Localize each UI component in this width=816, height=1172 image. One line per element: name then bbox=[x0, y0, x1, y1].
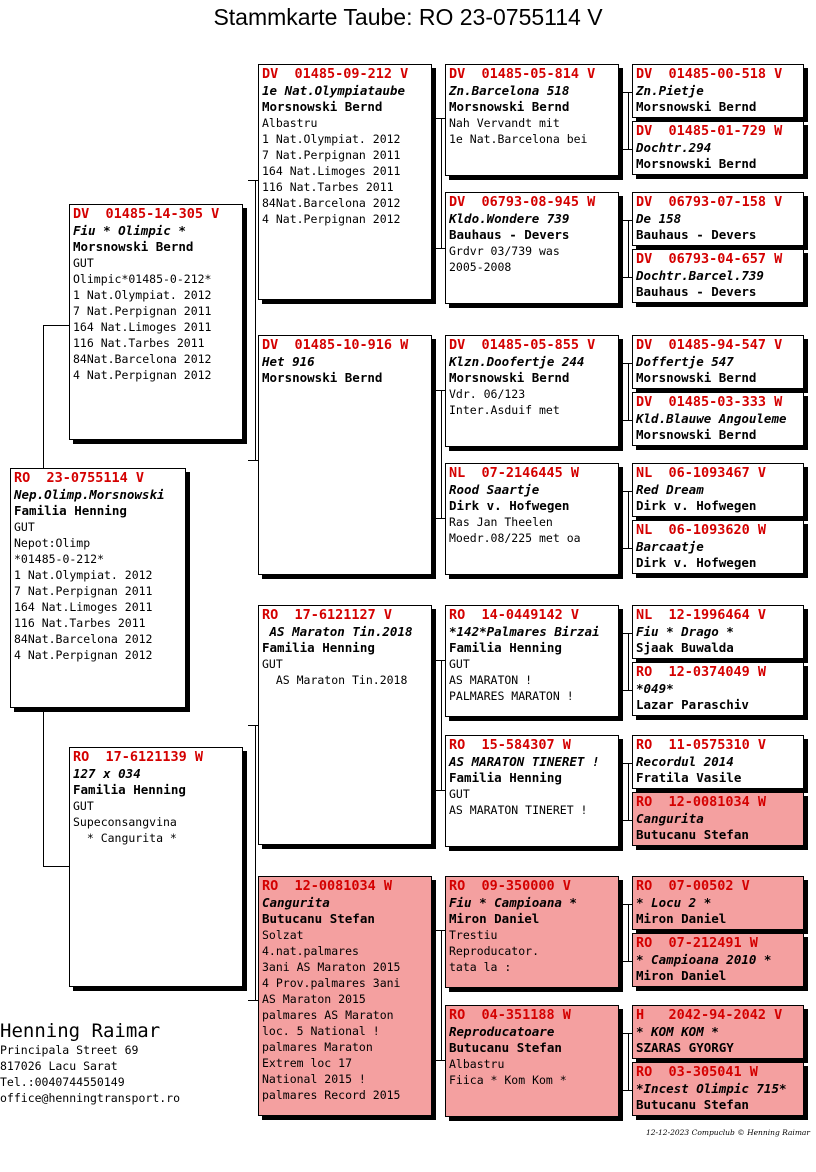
connector-line bbox=[43, 325, 44, 468]
owner-name: Lazar Paraschiv bbox=[636, 697, 749, 712]
owner-name: Familia Henning bbox=[262, 640, 375, 655]
pigeon-name: De 158 bbox=[636, 211, 682, 226]
pigeon-name: Rood Saartje bbox=[449, 482, 540, 497]
pigeon-card bbox=[69, 204, 243, 440]
pigeon-info-line: Nah Vervandt mit bbox=[449, 116, 560, 130]
pigeon-info-line: 1 Nat.Olympiat. 2012 bbox=[14, 568, 153, 582]
pigeon-name: Dochtr.294 bbox=[636, 140, 712, 155]
pigeon-card bbox=[632, 249, 804, 303]
pigeon-card bbox=[632, 520, 804, 574]
breeder-name: Henning Raimar bbox=[0, 1020, 161, 1042]
connector-line bbox=[43, 712, 44, 867]
pigeon-card bbox=[632, 192, 804, 246]
pigeon-info-line: Nepot:Olimp bbox=[14, 536, 91, 550]
pigeon-name: *Incest Olimpic 715* bbox=[636, 1081, 787, 1096]
ring-number: DV 06793-08-945 W bbox=[449, 194, 596, 210]
pigeon-info-line: PALMARES MARATON ! bbox=[449, 689, 574, 703]
connector-line bbox=[623, 820, 632, 821]
connector-line bbox=[623, 149, 632, 150]
pigeon-info-line: Extrem loc 17 bbox=[262, 1056, 353, 1070]
connector-line bbox=[628, 220, 629, 277]
pigeon-info-line: palmares Record 2015 bbox=[262, 1088, 401, 1102]
pigeon-name: *142*Palmares Birzai bbox=[449, 624, 600, 639]
owner-name: Familia Henning bbox=[73, 782, 186, 797]
pigeon-info-line: 4 Nat.Perpignan 2012 bbox=[14, 648, 153, 662]
connector-line bbox=[623, 363, 632, 364]
pigeon-name: AS MARATON TINERET ! bbox=[449, 754, 600, 769]
pigeon-name: Doffertje 547 bbox=[636, 354, 734, 369]
pigeon-name: Nep.Olimp.Morsnowski bbox=[14, 487, 165, 502]
pigeon-info-line: Reproducator. bbox=[449, 944, 540, 958]
pigeon-info-line: 4.nat.palmares bbox=[262, 944, 359, 958]
ring-number: RO 07-212491 W bbox=[636, 935, 758, 951]
owner-name: Miron Daniel bbox=[636, 911, 727, 926]
connector-line bbox=[436, 248, 445, 249]
pigeon-info-line: * Cangurita * bbox=[73, 831, 177, 845]
pigeon-name: * KOM KOM * bbox=[636, 1024, 719, 1039]
ring-number: RO 14-0449142 V bbox=[449, 607, 580, 623]
pigeon-card bbox=[445, 64, 619, 176]
ring-number: RO 15-584307 W bbox=[449, 737, 571, 753]
connector-line bbox=[623, 763, 632, 764]
pigeon-info-line: tata la : bbox=[449, 960, 512, 974]
pigeon-name: 1e Nat.Olympiataube bbox=[262, 83, 405, 98]
connector-line bbox=[623, 92, 632, 93]
connector-line bbox=[43, 325, 69, 326]
pigeon-info-line: Fiica * Kom Kom * bbox=[449, 1073, 567, 1087]
connector-line bbox=[623, 420, 632, 421]
ring-number: RO 03-305041 W bbox=[636, 1064, 758, 1080]
pigeon-name: Reproducatoare bbox=[449, 1024, 555, 1039]
pigeon-card bbox=[445, 1005, 619, 1117]
pigeon-info-line: GUT bbox=[449, 787, 470, 801]
connector-line bbox=[436, 1060, 445, 1061]
pigeon-info-line: loc. 5 National ! bbox=[262, 1024, 380, 1038]
pigeon-info-line: 7 Nat.Perpignan 2011 bbox=[73, 304, 212, 318]
pigeon-name: AS Maraton Tin.2018 bbox=[262, 624, 413, 639]
ring-number: RO 09-350000 V bbox=[449, 878, 571, 894]
pigeon-info-line: 1e Nat.Barcelona bei bbox=[449, 132, 588, 146]
ring-number: NL 06-1093467 V bbox=[636, 465, 767, 481]
ring-number: RO 12-0081034 W bbox=[262, 878, 393, 894]
owner-name: Bauhaus - Devers bbox=[636, 227, 757, 242]
ring-number: DV 01485-10-916 W bbox=[262, 337, 409, 353]
pigeon-info-line: 1 Nat.Olympiat. 2012 bbox=[73, 288, 212, 302]
pigeon-name: Zn.Pietje bbox=[636, 83, 704, 98]
pigeon-name: Fiu * Olimpic * bbox=[73, 223, 186, 238]
owner-name: Morsnowski Bernd bbox=[262, 99, 383, 114]
pigeon-name: Klzn.Doofertje 244 bbox=[449, 354, 585, 369]
pigeon-info-line: *01485-0-212* bbox=[14, 552, 105, 566]
pigeon-card bbox=[632, 392, 804, 446]
ring-number: DV 01485-05-814 V bbox=[449, 66, 596, 82]
ring-number: RO 07-00502 V bbox=[636, 878, 750, 894]
pigeon-info-line: AS MARATON ! bbox=[449, 673, 533, 687]
owner-name: Morsnowski Bernd bbox=[636, 370, 757, 385]
ring-number: NL 06-1093620 W bbox=[636, 522, 767, 538]
pigeon-info-line: National 2015 ! bbox=[262, 1072, 366, 1086]
pigeon-name: *049* bbox=[636, 681, 674, 696]
connector-line bbox=[248, 460, 258, 461]
pigeon-info-line: 84Nat.Barcelona 2012 bbox=[73, 352, 212, 366]
pigeon-name: Zn.Barcelona 518 bbox=[449, 83, 570, 98]
pigeon-info-line: Inter.Asduif met bbox=[449, 403, 560, 417]
owner-name: SZARAS GYORGY bbox=[636, 1040, 734, 1055]
connector-line bbox=[436, 790, 445, 791]
pigeon-name: * Locu 2 * bbox=[636, 895, 712, 910]
ring-number: DV 01485-01-729 W bbox=[636, 123, 783, 139]
connector-line bbox=[623, 904, 632, 905]
pigeon-info-line: GUT bbox=[73, 256, 94, 270]
pigeon-info-line: Albastru bbox=[449, 1057, 505, 1071]
connector-line bbox=[623, 1090, 632, 1091]
owner-name: Morsnowski Bernd bbox=[73, 239, 194, 254]
pigeon-name: Cangurita bbox=[262, 895, 330, 910]
address-line: 817026 Lacu Sarat bbox=[0, 1059, 118, 1073]
connector-line bbox=[436, 518, 445, 519]
connector-line bbox=[248, 725, 258, 726]
pigeon-info-line: GUT bbox=[14, 520, 35, 534]
connector-line bbox=[628, 363, 629, 420]
pigeon-card bbox=[445, 876, 619, 988]
connector-line bbox=[623, 690, 632, 691]
pigeon-info-line: 1 Nat.Olympiat. 2012 bbox=[262, 132, 401, 146]
owner-name: Dirk v. Hofwegen bbox=[636, 498, 757, 513]
pigeon-card bbox=[445, 192, 619, 304]
connector-line bbox=[441, 118, 442, 248]
connector-line bbox=[436, 660, 445, 661]
pigeon-info-line: Albastru bbox=[262, 116, 318, 130]
ring-number: DV 06793-07-158 V bbox=[636, 194, 783, 210]
ring-number: H 2042-94-2042 V bbox=[636, 1007, 783, 1023]
pigeon-card bbox=[445, 605, 619, 717]
connector-line bbox=[623, 491, 632, 492]
pigeon-card bbox=[69, 747, 243, 987]
ring-number: DV 01485-03-333 W bbox=[636, 394, 783, 410]
ring-number: DV 01485-05-855 V bbox=[449, 337, 596, 353]
pigeon-name: Fiu * Drago * bbox=[636, 624, 734, 639]
owner-name: Butucanu Stefan bbox=[636, 827, 749, 842]
pigeon-info-line: Supeconsangvina bbox=[73, 815, 177, 829]
pigeon-name: * Campioana 2010 * bbox=[636, 952, 772, 967]
pigeon-info-line: 4 Prov.palmares 3ani bbox=[262, 976, 401, 990]
pigeon-name: Barcaatje bbox=[636, 539, 704, 554]
ring-number: DV 01485-94-547 V bbox=[636, 337, 783, 353]
connector-line bbox=[623, 220, 632, 221]
pigeon-info-line: GUT bbox=[262, 657, 283, 671]
owner-name: Bauhaus - Devers bbox=[449, 227, 570, 242]
owner-name: Morsnowski Bernd bbox=[449, 370, 570, 385]
pigeon-info-line: 164 Nat.Limoges 2011 bbox=[73, 320, 212, 334]
pigeon-card bbox=[632, 792, 804, 846]
pigeon-info-line: Trestiu bbox=[449, 928, 498, 942]
owner-name: Dirk v. Hofwegen bbox=[449, 498, 570, 513]
connector-line bbox=[255, 725, 256, 1000]
pigeon-info-line: AS Maraton 2015 bbox=[262, 992, 366, 1006]
pigeon-card bbox=[10, 468, 186, 708]
pigeon-info-line: palmares Maraton bbox=[262, 1040, 373, 1054]
pigeon-card bbox=[445, 735, 619, 847]
owner-name: Butucanu Stefan bbox=[262, 911, 375, 926]
pigeon-info-line: GUT bbox=[73, 799, 94, 813]
ring-number: NL 12-1996464 V bbox=[636, 607, 767, 623]
pigeon-info-line: 3ani AS Maraton 2015 bbox=[262, 960, 401, 974]
pigeon-info-line: 7 Nat.Perpignan 2011 bbox=[262, 148, 401, 162]
pigeon-info-line: 164 Nat.Limoges 2011 bbox=[262, 164, 401, 178]
pigeon-info-line: AS MARATON TINERET ! bbox=[449, 803, 588, 817]
pigeon-card bbox=[258, 876, 432, 1116]
pigeon-card bbox=[258, 64, 432, 300]
owner-name: Familia Henning bbox=[449, 640, 562, 655]
connector-line bbox=[441, 660, 442, 790]
connector-line bbox=[436, 118, 445, 119]
owner-name: Morsnowski Bernd bbox=[636, 156, 757, 171]
pigeon-name: Recordul 2014 bbox=[636, 754, 734, 769]
pigeon-name: Kld.Blauwe Angouleme bbox=[636, 411, 787, 426]
owner-name: Dirk v. Hofwegen bbox=[636, 555, 757, 570]
pigeon-card bbox=[258, 335, 432, 575]
ring-number: RO 04-351188 W bbox=[449, 1007, 571, 1023]
pigeon-info-line: Ras Jan Theelen bbox=[449, 515, 553, 529]
pigeon-info-line: GUT bbox=[449, 657, 470, 671]
ring-number: DV 06793-04-657 W bbox=[636, 251, 783, 267]
owner-name: Morsnowski Bernd bbox=[636, 427, 757, 442]
connector-line bbox=[623, 961, 632, 962]
connector-line bbox=[436, 390, 445, 391]
pigeon-name: Fiu * Campioana * bbox=[449, 895, 577, 910]
pigeon-name: Cangurita bbox=[636, 811, 704, 826]
connector-line bbox=[628, 491, 629, 548]
connector-line bbox=[628, 763, 629, 820]
owner-name: Fratila Vasile bbox=[636, 770, 742, 785]
connector-line bbox=[628, 633, 629, 690]
pigeon-card bbox=[632, 463, 804, 517]
pigeon-info-line: palmares AS Maraton bbox=[262, 1008, 394, 1022]
pigeon-card bbox=[632, 735, 804, 789]
pigeon-name: 127 x 034 bbox=[73, 766, 141, 781]
pigeon-info-line: 116 Nat.Tarbes 2011 bbox=[14, 616, 146, 630]
pigeon-card bbox=[632, 335, 804, 389]
pigeon-info-line: Olimpic*01485-0-212* bbox=[73, 272, 212, 286]
owner-name: Miron Daniel bbox=[636, 968, 727, 983]
ring-number: RO 12-0081034 W bbox=[636, 794, 767, 810]
owner-name: Bauhaus - Devers bbox=[636, 284, 757, 299]
pigeon-info-line: 7 Nat.Perpignan 2011 bbox=[14, 584, 153, 598]
pigeon-name: Kldo.Wondere 739 bbox=[449, 211, 570, 226]
connector-line bbox=[628, 904, 629, 961]
ring-number: DV 01485-00-518 V bbox=[636, 66, 783, 82]
connector-line bbox=[628, 92, 629, 149]
pigeon-card bbox=[632, 64, 804, 118]
pigeon-name: Het 916 bbox=[262, 354, 315, 369]
owner-name: Sjaak Buwalda bbox=[636, 640, 734, 655]
pigeon-info-line: 116 Nat.Tarbes 2011 bbox=[73, 336, 205, 350]
pigeon-info-line: Vdr. 06/123 bbox=[449, 387, 526, 401]
pigeon-info-line: 84Nat.Barcelona 2012 bbox=[14, 632, 153, 646]
pigeon-info-line: 4 Nat.Perpignan 2012 bbox=[262, 212, 401, 226]
pigeon-card bbox=[445, 335, 619, 447]
connector-line bbox=[623, 277, 632, 278]
ring-number: RO 12-0374049 W bbox=[636, 664, 767, 680]
connector-line bbox=[441, 390, 442, 518]
pigeon-info-line: 84Nat.Barcelona 2012 bbox=[262, 196, 401, 210]
pigeon-info-line: 4 Nat.Perpignan 2012 bbox=[73, 368, 212, 382]
owner-name: Miron Daniel bbox=[449, 911, 540, 926]
connector-line bbox=[255, 180, 256, 460]
owner-name: Familia Henning bbox=[449, 770, 562, 785]
pigeon-card bbox=[632, 876, 804, 930]
pigeon-card bbox=[258, 605, 432, 845]
ring-number: RO 11-0575310 V bbox=[636, 737, 767, 753]
address-line: Principala Street 69 bbox=[0, 1043, 139, 1057]
connector-line bbox=[43, 866, 69, 867]
ring-number: NL 07-2146445 W bbox=[449, 465, 580, 481]
pigeon-info-line: Moedr.08/225 met oa bbox=[449, 531, 581, 545]
pigeon-card bbox=[632, 121, 804, 175]
address-line: Tel.:0040744550149 bbox=[0, 1075, 125, 1089]
pigeon-info-line: Solzat bbox=[262, 928, 304, 942]
pigeon-card bbox=[632, 933, 804, 987]
owner-name: Butucanu Stefan bbox=[449, 1040, 562, 1055]
pigeon-info-line: Grdvr 03/739 was bbox=[449, 244, 560, 258]
owner-name: Morsnowski Bernd bbox=[636, 99, 757, 114]
ring-number: RO 23-0755114 V bbox=[14, 470, 145, 486]
pigeon-info-line: 116 Nat.Tarbes 2011 bbox=[262, 180, 394, 194]
pigeon-card bbox=[632, 605, 804, 659]
page-title: Stammkarte Taube: RO 23-0755114 V bbox=[213, 4, 603, 30]
owner-name: Familia Henning bbox=[14, 503, 127, 518]
pigeon-name: Red Dream bbox=[636, 482, 704, 497]
pigeon-card bbox=[632, 662, 804, 716]
address-line: office@henningtransport.ro bbox=[0, 1091, 181, 1105]
ring-number: RO 17-6121127 V bbox=[262, 607, 393, 623]
pigeon-card bbox=[632, 1005, 804, 1059]
ring-number: RO 17-6121139 W bbox=[73, 749, 204, 765]
connector-line bbox=[248, 180, 258, 181]
connector-line bbox=[441, 930, 442, 1060]
connector-line bbox=[628, 1033, 629, 1090]
footer-credit: 12-12-2023 Compuclub © Henning Raimar bbox=[645, 1128, 810, 1137]
breeder-address-block bbox=[0, 1020, 180, 1106]
connector-line bbox=[623, 633, 632, 634]
owner-name: Butucanu Stefan bbox=[636, 1097, 749, 1112]
owner-name: Morsnowski Bernd bbox=[449, 99, 570, 114]
pigeon-info-line: AS Maraton Tin.2018 bbox=[262, 673, 408, 687]
connector-line bbox=[436, 930, 445, 931]
pigeon-card bbox=[632, 1062, 804, 1116]
pigeon-card bbox=[445, 463, 619, 575]
pigeon-info-line: 2005-2008 bbox=[449, 260, 512, 274]
ring-number: DV 01485-09-212 V bbox=[262, 66, 409, 82]
ring-number: DV 01485-14-305 V bbox=[73, 206, 220, 222]
connector-line bbox=[623, 548, 632, 549]
pigeon-info-line: 164 Nat.Limoges 2011 bbox=[14, 600, 153, 614]
connector-line bbox=[248, 1000, 258, 1001]
connector-line bbox=[623, 1033, 632, 1034]
pigeon-name: Dochtr.Barcel.739 bbox=[636, 268, 764, 283]
owner-name: Morsnowski Bernd bbox=[262, 370, 383, 385]
